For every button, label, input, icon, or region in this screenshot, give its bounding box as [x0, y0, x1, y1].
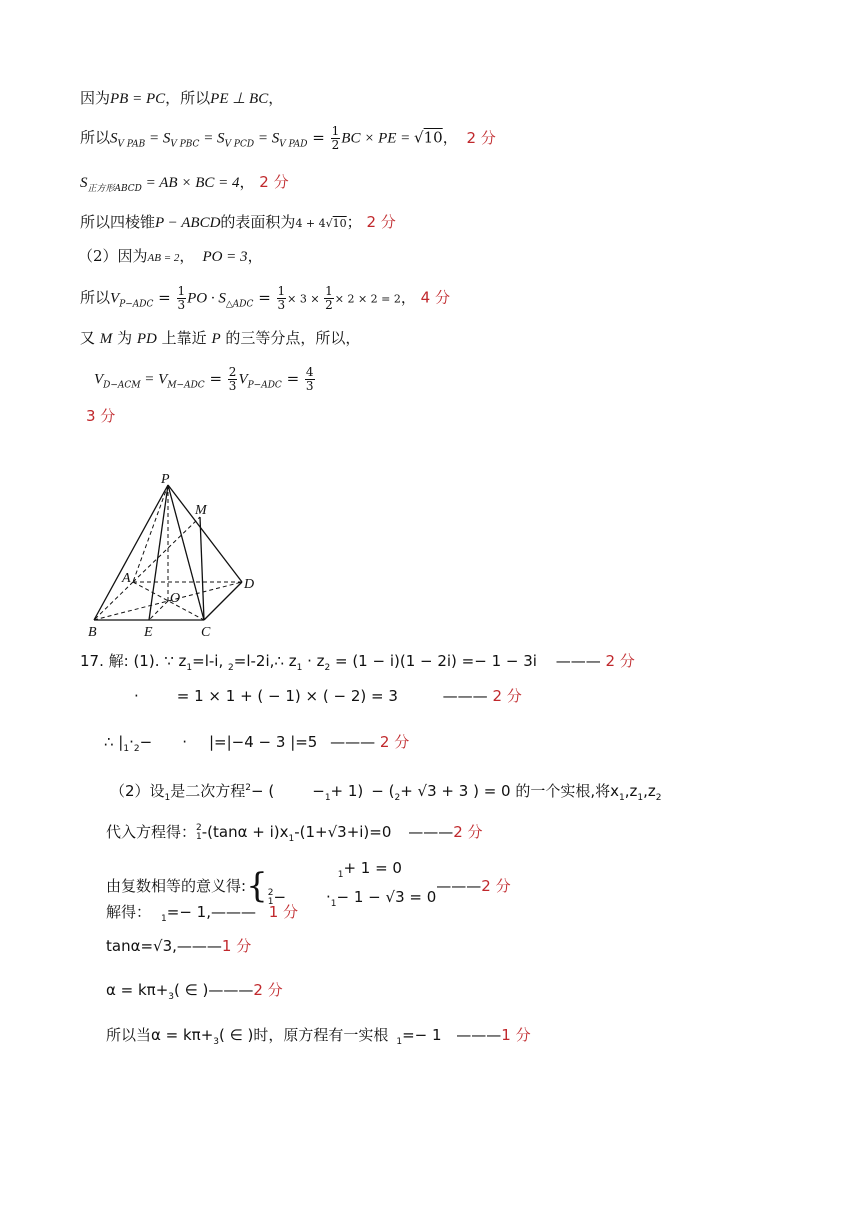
q17-line-product: 17. 解: (1). ∵ $z_1=l-i$, $_2$=l-2i,∴ $z_1 \cdot z_2 = (1 - i)(1 - 2i) =- 1 - 3i$ ——— 2 分 [80, 652, 635, 673]
score-mark: 1 分 [268, 903, 299, 921]
q17-line-substitute: 代入方程得： 2 1 $-(\tan\alpha + i)x_1-(1+√3+i)=0$ ———2 分 [106, 822, 483, 844]
score-mark: 2 分 [466, 128, 496, 147]
line-pe-perp-bc: 因为PB = PC，所以PE ⊥ BC， [80, 89, 284, 107]
score-mark: 4 分 [420, 288, 450, 307]
score-mark: 3 分 [86, 407, 116, 425]
label-d: D [244, 577, 255, 592]
label-b: B [88, 625, 97, 640]
score-mark: 2 分 [492, 687, 522, 705]
label-e: E [144, 625, 153, 640]
edge-ab [94, 582, 133, 620]
score-mark: 2 分 [366, 213, 396, 231]
label-m: M [195, 503, 207, 518]
q17-line-dot-product: · = 1 × 1 + ( − 1) × ( − 2) = 3 ——— 2 分 [134, 687, 522, 705]
score-mark: 2 分 [481, 877, 511, 895]
line-triangle-areas: 所以$S_{V PAB} = S_{V PBC} = S_{V PCD} = S_{V PAD}$ = $\frac{1}{2}$ BC × PE = √10， 2 分 [80, 124, 496, 152]
fraction-one-half: $\frac{1}{2}$ [325, 284, 333, 312]
q17-line-system: 由复数相等的意义得:{ $_1$+ 1 = 0 2 1 − $\cdot_1- 1 - √3 = 0$ ———2 分 [106, 859, 511, 909]
fraction-two-thirds: $\frac{2}{3}$ [228, 365, 237, 393]
line-score-3 [86, 406, 115, 426]
edge-pb [94, 485, 168, 620]
score-mark: 1 分 [221, 937, 252, 955]
q17-line-conclusion: 所以当$\alpha = k\pi+_3$( ∈ )时，原方程有一实根 $_1$=− 1 ———1 分 [106, 1026, 531, 1047]
q17-line-modulus: ∴ $|_1\cdot_2- \cdot |=|-4 - 3$ |=5 ——— 2 分 [104, 733, 410, 754]
edge-pd [168, 485, 242, 582]
label-p: P [161, 472, 170, 487]
fraction-one-third: $\frac{1}{3}$ [177, 284, 186, 312]
line-part2-given: （2）因为AB = 2， PO = 3， [78, 247, 263, 265]
q17-line-tan: tanα=√3,———1 分 [106, 937, 252, 955]
line-m-trisection: 又 M 为 PD 上靠近 P 的三等分点，所以， [80, 329, 361, 347]
label-o: O [170, 591, 181, 606]
fraction-one-half: $\frac{1}{2}$ [331, 124, 340, 152]
score-mark: 2 分 [453, 823, 483, 841]
label-a: A [122, 571, 131, 586]
q17-line-solve: 解得： $_1$=− 1,——— 1 分 [106, 903, 299, 924]
label-c: C [201, 625, 211, 640]
line-square-area: $S_{正方形ABCD}$ = AB × BC = 4， 2 分 [80, 173, 289, 194]
score-mark: 2 分 [253, 981, 283, 999]
q17-line-alpha: $\alpha = k\pi+_3$( ∈ )———2 分 [106, 981, 283, 1002]
q17-line-part2-setup: （2）设$_1$是二次方程$^2$− ( $-_1+ 1) - (_2+ √3 + 3$ ) = 0 的一个实根,将$x_1,z_1,z_2$ [110, 782, 662, 803]
line-volume-padc: 所以$V_{P-ADC}$ = $\frac{1}{3}$ PO · $S_{\triangle ADC}$ = $\frac{1}{3}$ × 3 × $\frac{1}{2}$ × 2 × 2 = 2， 4 分 [80, 284, 450, 312]
line-volume-dacm: $V_{D-ACM} = V_{M-ADC}$ = $\frac{2}{3}$ $V_{P-ADC}$ = $\frac{4}{3}$ [94, 365, 314, 393]
score-mark: 2 分 [379, 733, 410, 751]
edge-am [133, 517, 200, 582]
score-mark: 2 分 [259, 173, 289, 191]
score-mark: 1 分 [501, 1026, 531, 1044]
line-surface-area: 所以四棱锥P − ABCD的表面积为4 + 4√10； 2 分 [80, 213, 396, 231]
score-mark: 2 分 [605, 652, 635, 670]
fraction-four-thirds: $\frac{4}{3}$ [305, 365, 314, 393]
pyramid-figure [80, 470, 280, 645]
brace-symbol: { [246, 866, 268, 906]
fraction-one-third: $\frac{1}{3}$ [277, 284, 286, 312]
edge-cd [204, 582, 242, 620]
edge-pa [133, 485, 168, 582]
